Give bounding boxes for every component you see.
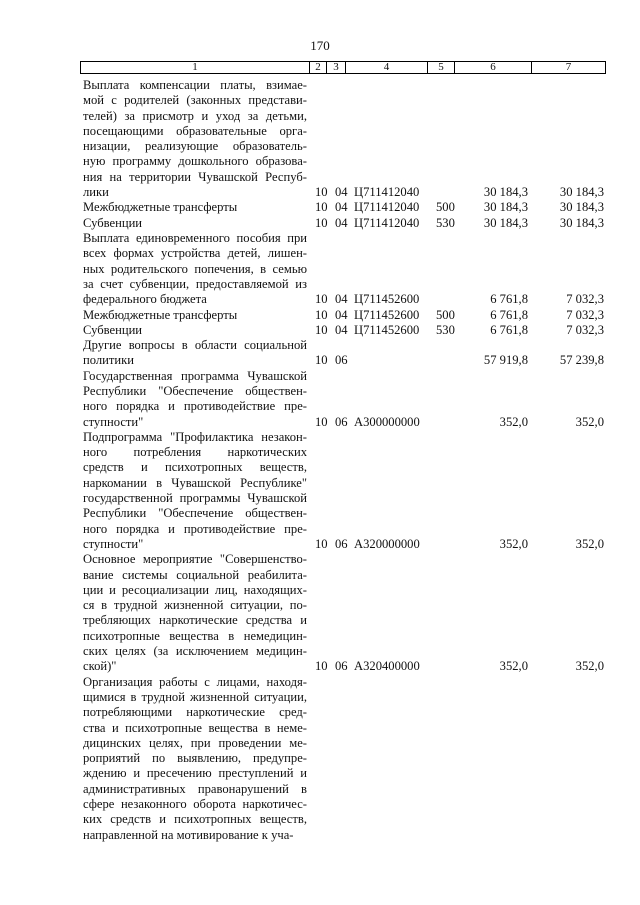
- target-article-code: А320000000: [354, 536, 420, 551]
- amount-year-2: 352,0: [575, 659, 604, 674]
- row-description: [83, 308, 307, 323]
- description-line: Организация работы с лицами, находя-: [83, 674, 307, 689]
- description-line: ступности": [83, 414, 144, 429]
- header-col-6: 6: [455, 62, 532, 73]
- row-description: [83, 430, 307, 552]
- description-line: ства и психотропные вещества в неме-: [83, 720, 307, 735]
- section-code: 10: [315, 215, 328, 230]
- target-article-code: Ц711452600: [354, 322, 420, 337]
- row-description: [83, 552, 307, 674]
- subsection-code: 04: [335, 307, 348, 322]
- description-line: потребляющими наркотические сред-: [83, 705, 307, 720]
- target-article-code: А300000000: [354, 414, 420, 429]
- description-line: посещающими образовательные орга-: [83, 123, 307, 138]
- description-line: ждению и пресечению преступлений и: [83, 766, 307, 781]
- description-line: лики: [83, 185, 109, 200]
- header-col-5: 5: [428, 62, 455, 73]
- amount-year-1: 30 184,3: [483, 185, 528, 200]
- subsection-code: 04: [335, 322, 348, 337]
- subsection-code: 06: [335, 353, 348, 368]
- description-line: Субвенции: [83, 215, 143, 230]
- section-code: 10: [315, 414, 328, 429]
- description-line: ких средств и психотропных веществ,: [83, 812, 307, 827]
- description-line: Другие вопросы в области социальной: [83, 338, 307, 353]
- subsection-code: 04: [335, 185, 348, 200]
- description-line: за счет субвенции, предоставляемой из: [83, 276, 307, 291]
- amount-year-1: 6 761,8: [490, 322, 528, 337]
- expense-type-code: 530: [436, 215, 455, 230]
- description-line: ного порядка и противодействие пре-: [83, 521, 307, 536]
- description-line: ских целях (за исключением медицин-: [83, 644, 307, 659]
- amount-year-2: 30 184,3: [559, 185, 604, 200]
- target-article-code: Ц711412040: [354, 200, 420, 215]
- amount-year-1: 352,0: [499, 659, 528, 674]
- target-article-code: Ц711412040: [354, 215, 420, 230]
- row-description: [83, 338, 307, 369]
- description-line: Межбюджетные трансферты: [83, 307, 238, 322]
- description-line: ных родительского попечения, в семью: [83, 261, 307, 276]
- description-line: психотропные вещества в немедицин-: [83, 628, 307, 643]
- description-line: государственной программы Чувашской: [83, 491, 307, 506]
- amount-year-2: 7 032,3: [566, 322, 604, 337]
- amount-year-1: 352,0: [499, 536, 528, 551]
- page-number: 170: [310, 38, 330, 53]
- expense-type-code: 500: [436, 200, 455, 215]
- description-line: Основное мероприятие "Совершенство-: [83, 552, 307, 567]
- amount-year-1: 6 761,8: [490, 307, 528, 322]
- target-article-code: Ц711452600: [354, 292, 420, 307]
- description-line: Выплата компенсации платы, взимае-: [83, 78, 307, 92]
- section-code: 10: [315, 307, 328, 322]
- amount-year-1: 30 184,3: [483, 215, 528, 230]
- amount-year-1: 352,0: [499, 414, 528, 429]
- section-code: 10: [315, 536, 328, 551]
- description-line: ской)": [83, 659, 117, 674]
- section-code: 10: [315, 292, 328, 307]
- table-header: [80, 61, 606, 74]
- subsection-code: 06: [335, 536, 348, 551]
- subsection-code: 06: [335, 414, 348, 429]
- amount-year-2: 7 032,3: [566, 292, 604, 307]
- description-line: Республики "Обеспечение обществен-: [83, 383, 307, 398]
- row-description: [83, 323, 307, 338]
- subsection-code: 06: [335, 659, 348, 674]
- description-line: Государственная программа Чувашской: [83, 368, 307, 383]
- description-line: Выплата единовременного пособия при: [83, 231, 307, 245]
- subsection-code: 04: [335, 215, 348, 230]
- expense-type-code: 530: [436, 322, 455, 337]
- amount-year-2: 7 032,3: [566, 307, 604, 322]
- description-line: Субвенции: [83, 322, 143, 337]
- description-line: сфере незаконного оборота наркотичес-: [83, 797, 307, 812]
- description-line: низации, реализующие образователь-: [83, 139, 307, 154]
- row-description: [83, 231, 307, 307]
- amount-year-2: 30 184,3: [559, 215, 604, 230]
- header-col-3: 3: [327, 62, 346, 73]
- amount-year-1: 30 184,3: [483, 200, 528, 215]
- description-line: щимися в трудной жизненной ситуации,: [83, 689, 307, 704]
- description-line: ции и ресоциализации лиц, находящих-: [83, 582, 307, 597]
- description-line: всех формах устройства детей, лишен-: [83, 246, 307, 261]
- description-line: телей) за присмотр и уход за детьми,: [83, 108, 307, 123]
- description-line: административных правонарушений в: [83, 781, 307, 796]
- amount-year-1: 57 919,8: [483, 353, 528, 368]
- amount-year-2: 352,0: [575, 536, 604, 551]
- subsection-code: 04: [335, 200, 348, 215]
- description-line: дицинских целях, при проведении ме-: [83, 735, 307, 750]
- header-col-2: 2: [310, 62, 327, 73]
- description-line: политики: [83, 353, 134, 368]
- description-line: ного порядка и противодействие пре-: [83, 399, 307, 414]
- amount-year-2: 57 239,8: [559, 353, 604, 368]
- description-line: ную программу дошкольного образова-: [83, 154, 307, 169]
- description-line: ного потребления наркотических: [83, 445, 307, 460]
- section-code: 10: [315, 322, 328, 337]
- amount-year-1: 6 761,8: [490, 292, 528, 307]
- target-article-code: А320400000: [354, 659, 420, 674]
- description-line: роприятий по выявлению, предупре-: [83, 751, 307, 766]
- amount-year-2: 352,0: [575, 414, 604, 429]
- row-description: [83, 78, 307, 200]
- row-description: [83, 675, 307, 843]
- header-col-1: 1: [81, 62, 310, 73]
- description-line: федерального бюджета: [83, 292, 207, 307]
- description-line: ся в трудной жизненной ситуации, по-: [83, 598, 307, 613]
- description-line: средств и психотропных веществ,: [83, 460, 307, 475]
- description-line: направленной на мотивирование к уча-: [83, 827, 294, 842]
- description-line: наркомании в Чувашской Республике": [83, 475, 307, 490]
- subsection-code: 04: [335, 292, 348, 307]
- section-code: 10: [315, 200, 328, 215]
- description-line: Межбюджетные трансферты: [83, 200, 238, 215]
- section-code: 10: [315, 185, 328, 200]
- description-line: Подпрограмма "Профилактика незакон-: [83, 429, 307, 444]
- description-line: ния на территории Чувашской Респуб-: [83, 169, 307, 184]
- target-article-code: Ц711452600: [354, 307, 420, 322]
- description-line: вание системы социальной реабилита-: [83, 567, 307, 582]
- section-code: 10: [315, 353, 328, 368]
- header-col-7: 7: [565, 61, 572, 73]
- target-article-code: Ц711412040: [354, 185, 420, 200]
- amount-year-2: 30 184,3: [559, 200, 604, 215]
- description-line: мой с родителей (законных представи-: [83, 93, 307, 108]
- section-code: 10: [315, 659, 328, 674]
- description-line: ступности": [83, 536, 144, 551]
- row-description: [83, 369, 307, 430]
- row-description: [83, 216, 307, 231]
- header-col-4: 4: [346, 62, 428, 73]
- expense-type-code: 500: [436, 307, 455, 322]
- description-line: Республики "Обеспечение обществен-: [83, 506, 307, 521]
- description-line: требляющих наркотические средства и: [83, 613, 307, 628]
- row-description: [83, 200, 307, 215]
